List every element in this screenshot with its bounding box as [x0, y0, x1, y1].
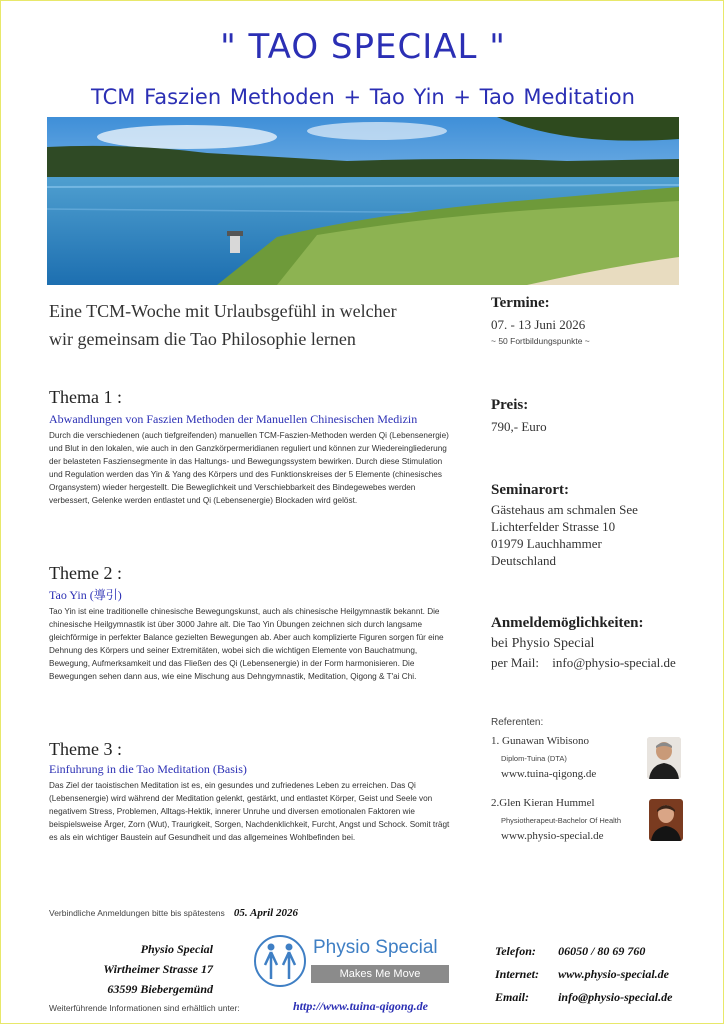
seminarort-line-3: 01979 Lauchhammer — [491, 536, 602, 551]
person-photo-gunawan — [647, 737, 681, 779]
logo-name: Physio Special — [313, 937, 438, 958]
contact-value-email[interactable]: info@physio-special.de — [558, 990, 673, 1004]
contact-label-telefon: Telefon: — [495, 944, 536, 958]
preis-value: 790,- Euro — [491, 419, 547, 434]
anmeldung-line-1: bei Physio Special — [491, 636, 595, 651]
referent-2-title: Physiotherapeut-Bachelor Of Health — [501, 816, 622, 825]
deadline-date: 05. April 2026 — [233, 907, 298, 919]
referent-1-name: 1. Gunawan Wibisono — [491, 735, 590, 747]
page-subtitle: TCM Faszien Methoden + Tao Yin + Tao Meditation — [91, 85, 635, 109]
seminarort-block — [491, 482, 701, 569]
theme-1-subheading: Abwandlungen von Faszien Methoden der Manuellen Chinesischen Medizin — [49, 412, 418, 426]
mail-label: per Mail: — [491, 655, 540, 670]
contact-label-email: Email: — [495, 990, 530, 1004]
anmeldung-block — [491, 615, 711, 671]
theme-3 — [49, 739, 455, 844]
physio-special-logo-figures — [251, 935, 309, 987]
contact-value-telefon[interactable]: 06050 / 80 69 760 — [558, 944, 646, 958]
termine-date: 07. - 13 Juni 2026 — [491, 317, 586, 332]
theme-1-heading: Thema 1 : — [49, 387, 122, 407]
lake-photo — [47, 117, 679, 285]
intro-line-2: wir gemeinsam die Tao Philosophie lernen — [49, 329, 356, 349]
deadline-text: Verbindliche Anmeldungen bitte bis spätestens — [49, 908, 225, 918]
theme-2-body: Tao Yin ist eine traditionelle chinesische Bewegungskunst, auch als chinesische Heilgymnastik bekannt. Die chinesische Heilgymnastik ist über 3000 Jahre alt. Die Tao Yin Übungen zeichnen sich durch langsame gleichförmige in perfekter Balance gezielten Bewegungen ab. Aber auch komplizierte Figuren sorgen für eine Dehnung des Körpers und seiner Extremitäten, wobei sich die wichtigen Elemente von Bauchatmung, Bewegung, Aufmerksamkeit und das Fließen des Qi (Lebensenergie) in der Form harmonisieren. Die Bewegungen sehen dann aus, wie eine Mischung aus Dehngymnastik, Meditation, Qigong & T'ai Chi. — [49, 607, 444, 681]
referent-2-site[interactable]: www.physio-special.de — [501, 830, 604, 842]
contact-row-internet — [495, 962, 695, 985]
footer-contacts — [495, 939, 695, 1008]
theme-1 — [49, 387, 455, 507]
referenten-block — [491, 717, 691, 728]
page-title: " TAO SPECIAL " — [220, 27, 506, 67]
footer-address — [49, 939, 213, 999]
deadline-row — [49, 901, 298, 920]
address-line-3: 63599 Biebergemünd — [107, 982, 213, 996]
contact-row-telefon — [495, 939, 695, 962]
logo-tagline: Makes Me Move — [311, 965, 449, 983]
seminarort-line-4: Deutschland — [491, 553, 556, 568]
referent-1-site[interactable]: www.tuina-qigong.de — [501, 768, 597, 780]
intro-text — [49, 297, 469, 353]
contact-value-internet[interactable]: www.physio-special.de — [558, 967, 669, 981]
termine-note: ~ 50 Fortbildungspunkte ~ — [491, 336, 590, 346]
termine-label: Termine: — [491, 295, 550, 311]
theme-1-body: Durch die verschiedenen (auch tiefgreifenden) manuellen TCM-Faszien-Methoden werden Qi (Lebensenergie) und Blut in den lokalen, wie auch in den Ganzkörpermeridianen reguliert und können zur Wiedereingliederung der belasteten Fasziensegmente in das Haltungs- und Bewegungssystem bewirken. Durch diese Stimulation und Regulation werden das Yin & Yang des Körpers und des Funktionskreises der 5 Elemente (chinesisches Organsystem) wieder hergestellt. Die Beweglichkeit und Verschiebbarkeit des Bindegewebes werden verbessert, Gelenke werden entlastet und Qi (Lebensenergie) Blockaden wird gelöst. — [49, 431, 449, 505]
seminarort-line-1: Gästehaus am schmalen See — [491, 502, 638, 517]
theme-2 — [49, 563, 455, 683]
preis-label: Preis: — [491, 397, 529, 413]
address-line-2: Wirtheimer Strasse 17 — [103, 962, 213, 976]
anmeldung-mail-row — [491, 654, 711, 671]
referent-1-title: Diplom-Tuina (DTA) — [501, 754, 567, 763]
termine-block — [491, 295, 691, 346]
theme-2-subheading: Tao Yin (導引) — [49, 588, 122, 602]
info-url-link[interactable]: http://www.tuina-qigong.de — [293, 999, 428, 1013]
referent-2-name: 2.Glen Kieran Hummel — [491, 797, 595, 809]
theme-2-heading: Theme 2 : — [49, 563, 122, 583]
referenten-label: Referenten: — [491, 717, 544, 728]
intro-line-1: Eine TCM-Woche mit Urlaubsgefühl in welcher — [49, 301, 397, 321]
theme-3-subheading: Einfuhrung in die Tao Meditation (Basis) — [49, 762, 247, 776]
theme-3-body: Das Ziel der taoistischen Meditation ist es, ein gesundes und zufriedenes Leben zu erreichen. Das Qi (Lebensenergie) wird während der Meditation gelenkt, gestärkt, und entlastet Körper, Geist und Seele von negativem Stress, Problemen, Alltags-Hektik, innerer Unruhe und diversen emotionalen Faktoren wie beispielsweise Ärger, Zorn (Wut), Traurigkeit, Sorgen, Nachdenklichkeit, Furcht, Angst und Schock. Somit trägt es als ein wichtiger Baustein auf Gesundheit und das allgemeines Wohlbefinden bei. — [49, 781, 450, 842]
anmeldung-label: Anmeldemöglichkeiten: — [491, 615, 644, 631]
mail-link[interactable]: info@physio-special.de — [552, 655, 676, 670]
seminarort-label: Seminarort: — [491, 482, 570, 498]
physio-special-logo — [251, 935, 451, 987]
person-photo-glen — [649, 799, 683, 841]
preis-block — [491, 397, 691, 435]
contact-label-internet: Internet: — [495, 967, 540, 981]
seminarort-line-2: Lichterfelder Strasse 10 — [491, 519, 616, 534]
info-text: Weiterführende Informationen sind erhältlich unter: — [49, 1003, 240, 1013]
theme-3-heading: Theme 3 : — [49, 739, 122, 759]
contact-row-email — [495, 985, 695, 1008]
address-line-1: Physio Special — [140, 942, 213, 956]
